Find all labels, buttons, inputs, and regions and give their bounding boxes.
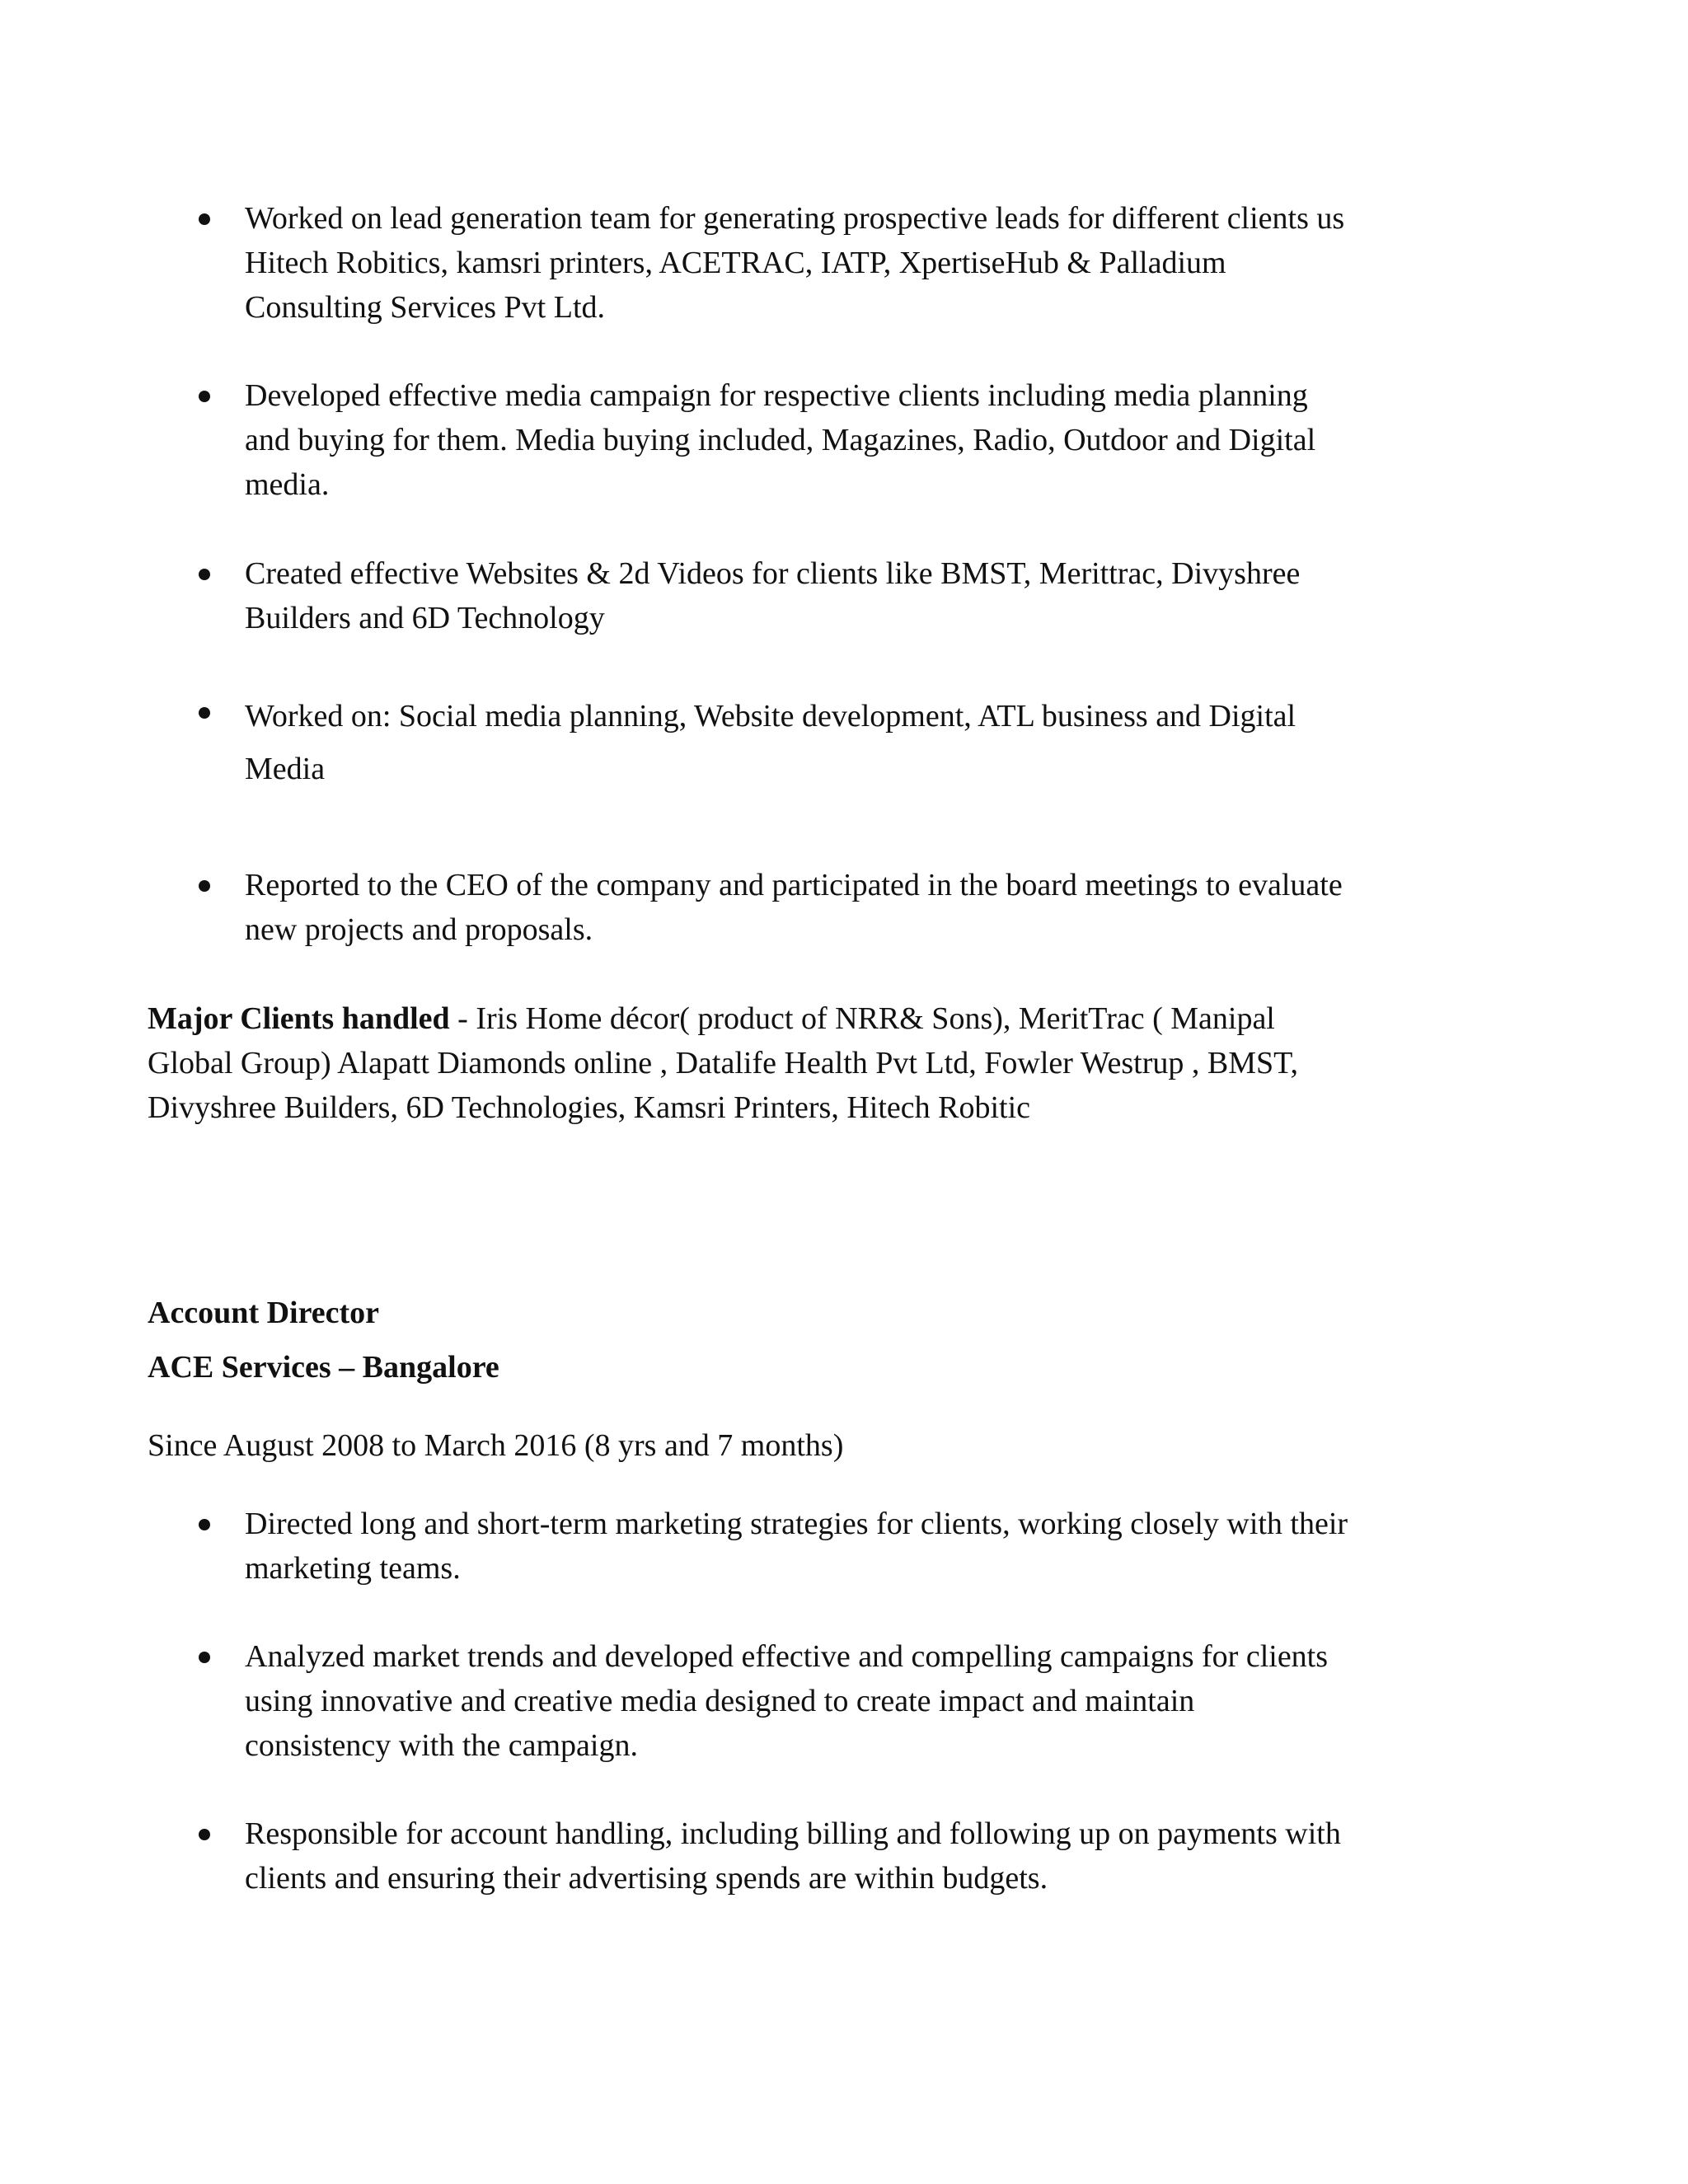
bullet-line: Directed long and short-term marketing strategies for clients, working closely with their — [245, 1507, 1348, 1541]
bullet-item-websites-videos — [245, 551, 1531, 640]
bullet-line: Reported to the CEO of the company and participated in the board meetings to evaluate — [245, 868, 1343, 902]
bullet-item-market-trends — [245, 1634, 1531, 1768]
bullet-line: consistency with the campaign. — [245, 1728, 638, 1763]
employment-period: Since August 2008 to March 2016 (8 yrs and 7 months) — [148, 1428, 844, 1463]
bullet-item-marketing-strategies — [245, 1502, 1531, 1591]
bullet-marker — [199, 1829, 210, 1840]
bullet-line: using innovative and creative media designed to create impact and maintain — [245, 1684, 1195, 1718]
bullet-item-lead-generation — [245, 196, 1531, 330]
bullet-item-media-campaign — [245, 373, 1531, 507]
clients-text: - Iris Home décor( product of NRR& Sons), MeritTrac ( Manipal — [449, 1001, 1275, 1036]
major-clients-paragraph — [148, 996, 1532, 1130]
bullet-line: Hitech Robitics, kamsri printers, ACETRAC, IATP, XpertiseHub & Palladium — [245, 246, 1226, 280]
bullet-marker — [199, 1652, 210, 1663]
job-title: Account Director — [148, 1296, 380, 1330]
bullet-line: Created effective Websites & 2d Videos for clients like BMST, Merittrac, Divyshree — [245, 556, 1301, 591]
bullet-line: Worked on: Social media planning, Website development, ATL business and Digital — [245, 699, 1296, 733]
bullet-line: and buying for them. Media buying included, Magazines, Radio, Outdoor and Digital — [245, 423, 1316, 457]
bullet-line: Developed effective media campaign for respective clients including media planning — [245, 378, 1308, 413]
clients-label: Major Clients handled — [148, 1001, 450, 1036]
bullet-item-reported-ceo — [245, 863, 1531, 952]
bullet-marker — [199, 880, 210, 892]
bullet-marker — [199, 391, 210, 402]
bullet-marker — [199, 707, 210, 719]
bullet-marker — [199, 569, 210, 580]
bullet-line: new projects and proposals. — [245, 912, 593, 947]
company-name: ACE Services – Bangalore — [148, 1350, 499, 1385]
bullet-line: Responsible for account handling, including billing and following up on payments with — [245, 1816, 1341, 1851]
clients-line: Divyshree Builders, 6D Technologies, Kamsri Printers, Hitech Robitic — [148, 1090, 1031, 1125]
bullet-line: Media — [245, 752, 326, 786]
bullet-line: clients and ensuring their advertising spends are within budgets. — [245, 1861, 1048, 1896]
clients-line: Global Group) Alapatt Diamonds online , Datalife Health Pvt Ltd, Fowler Westrup , BMST, — [148, 1046, 1299, 1080]
bullet-item-worked-on — [245, 690, 1531, 795]
bullet-line: marketing teams. — [245, 1551, 461, 1586]
bullet-marker — [199, 1519, 210, 1530]
bullet-marker — [199, 213, 210, 225]
bullet-line: Analyzed market trends and developed effective and compelling campaigns for clients — [245, 1639, 1329, 1674]
bullet-line: Consulting Services Pvt Ltd. — [245, 290, 605, 325]
clients-line — [148, 996, 1532, 1041]
bullet-line: media. — [245, 467, 330, 502]
bullet-line: Builders and 6D Technology — [245, 601, 605, 635]
bullet-item-account-handling — [245, 1811, 1531, 1900]
bullet-line: Worked on lead generation team for generating prospective leads for different clients us — [245, 201, 1345, 236]
